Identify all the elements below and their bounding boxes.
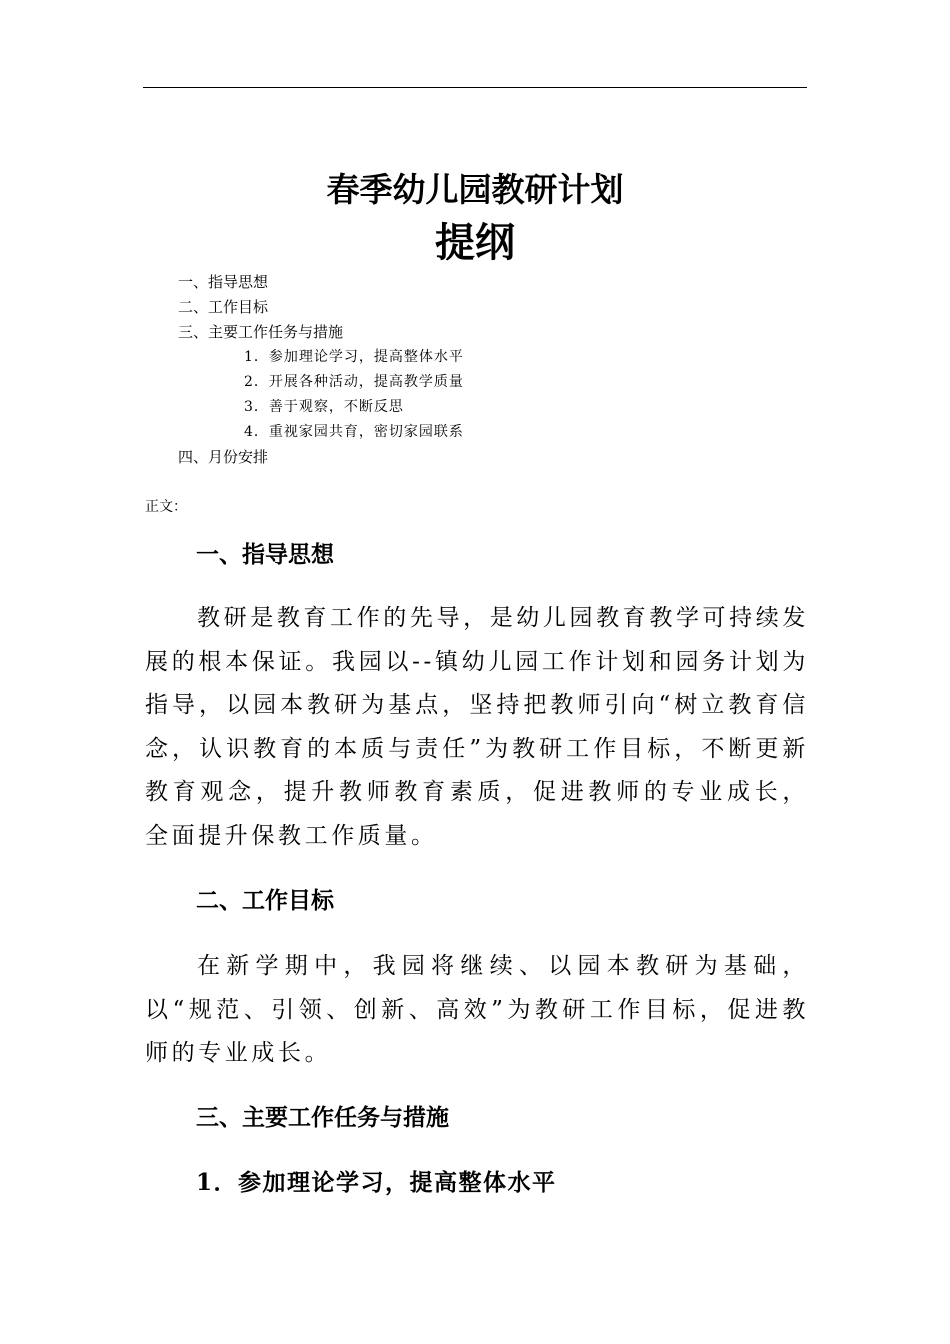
section-heading-main-tasks: 三、主要工作任务与措施 [196,1105,449,1131]
toc-item-guiding-ideology: 一、指导思想 [178,273,269,291]
toc-item-main-tasks: 三、主要工作任务与措施 [178,323,344,341]
section-heading-work-goals: 二、工作目标 [196,888,334,914]
toc-subitem-3: 3．善于观察，不断反思 [244,399,404,415]
section-paragraph-work-goals: 在新学期中，我园将继续、以园本教研为基础，以“规范、引领、创新、高效”为教研工作目标，促进教师的专业成长。 [145,953,809,1066]
table-of-contents [178,270,464,470]
document-subtitle: 提纲 [435,220,515,266]
toc-item-work-goals: 二、工作目标 [178,298,269,316]
section-heading-guiding-ideology: 一、指导思想 [196,542,334,568]
subsection-heading-theory-study: 1．参加理论学习，提高整体水平 [196,1169,557,1196]
body-label: 正文： [145,499,187,515]
toc-subitem-2: 2．开展各种活动，提高教学质量 [244,374,464,390]
section-paragraph-guiding-ideology: 教研是教育工作的先导，是幼儿园教育教学可持续发展的根本保证。我园以--镇幼儿园工作计划和园务计划为指导，以园本教研为基点，坚持把教师引向“树立教育信念，认识教育的本质与责任”为教研工作目标，不断更新教育观念，提升教师教育素质，促进教师的专业成长，全面提升保教工作质量。 [145,605,809,849]
document-title: 春季幼儿园教研计划 [326,170,624,209]
toc-subitem-1: 1．参加理论学习，提高整体水平 [244,349,464,365]
toc-item-monthly-schedule: 四、月份安排 [178,448,269,466]
toc-subitem-4: 4．重视家园共育，密切家园联系 [244,424,464,440]
header-rule [143,87,807,88]
